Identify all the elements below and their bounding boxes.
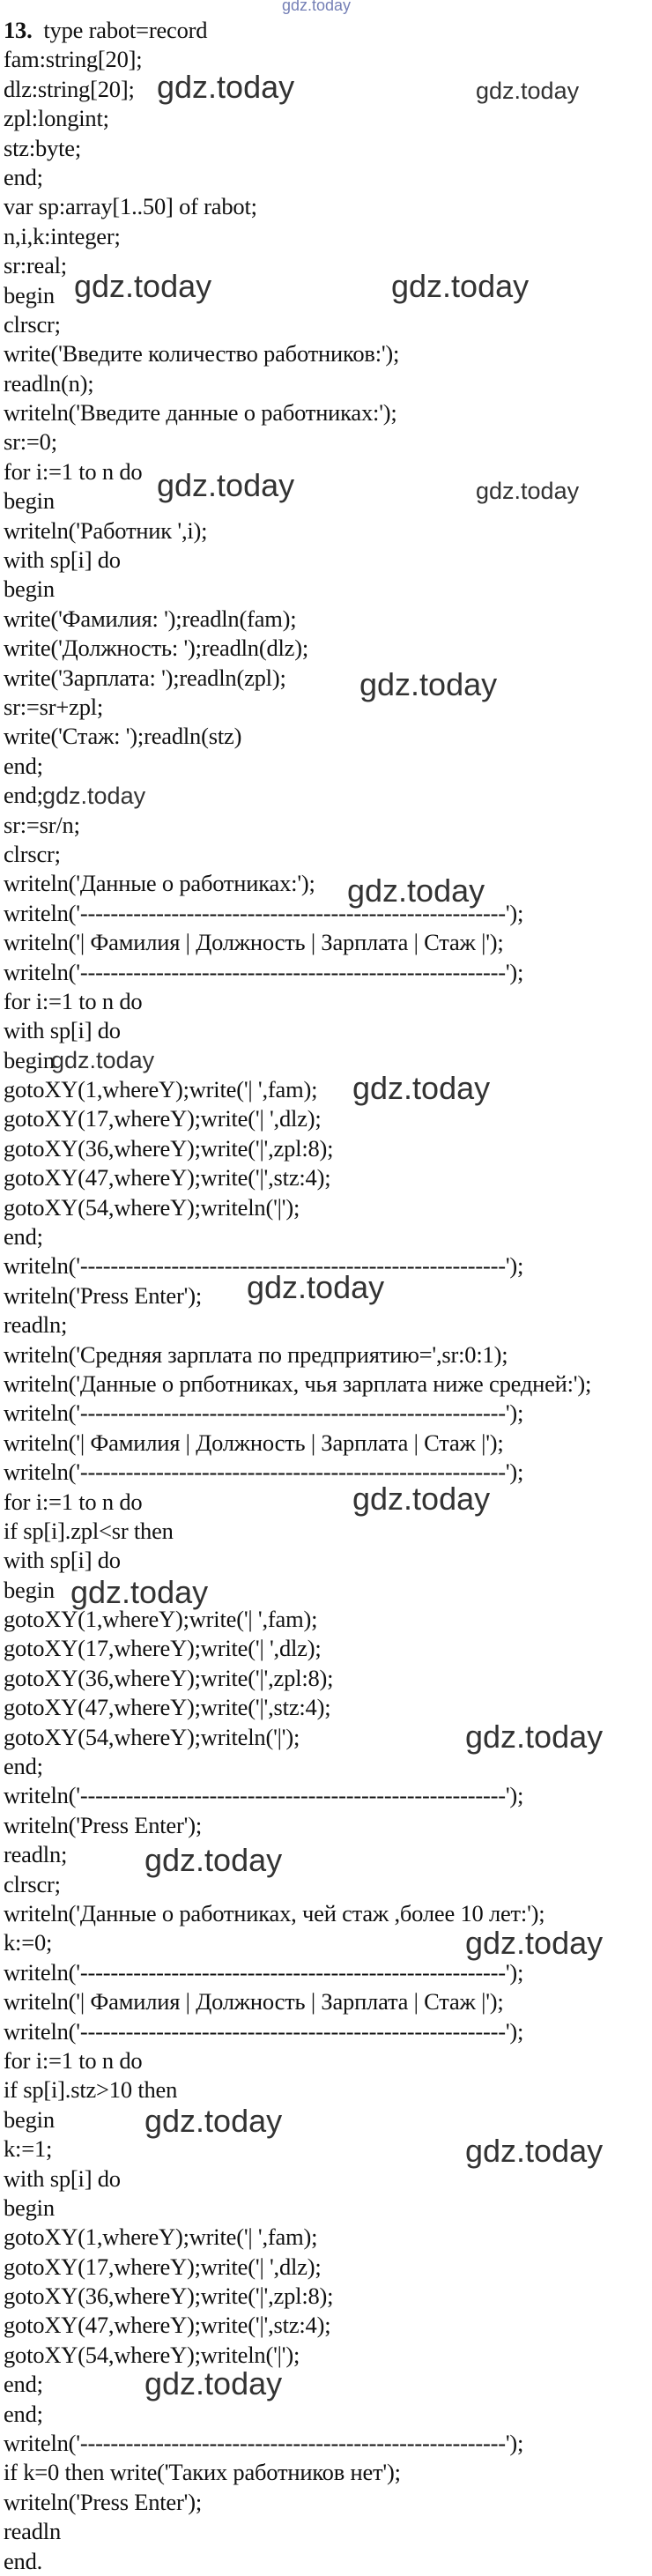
code-line: gotoXY(1,whereY);write('| ',fam); — [4, 1076, 318, 1103]
code-line: fam:string[20]; — [4, 46, 143, 73]
code-line: writeln('--------------------------------------------------------'); — [4, 1399, 524, 1427]
code-line: end. — [4, 2547, 43, 2574]
code-line: begin — [4, 575, 55, 603]
code-line: write('Введите количество работников:'); — [4, 340, 400, 367]
code-line: writeln('--------------------------------------------------------'); — [4, 2017, 524, 2045]
code-line: write('Должность: ');readln(dlz); — [4, 635, 309, 662]
code-line: with sp[i] do — [4, 1547, 121, 1574]
code-line: writeln('--------------------------------------------------------'); — [4, 1958, 524, 1986]
watermark: gdz.today — [352, 1481, 491, 1517]
code-line: readln — [4, 2518, 62, 2545]
code-line: readln; — [4, 1841, 68, 1868]
code-line: zpl:longint; — [4, 105, 109, 132]
code-line: writeln('Средняя зарплата по предприятию=',sr:0:1); — [4, 1340, 508, 1368]
watermark: gdz.today — [465, 2133, 604, 2169]
watermark: gdz.today — [465, 1719, 604, 1755]
code-line: writeln('| Фамилия | Должность | Зарплата | Стаж |'); — [4, 929, 504, 956]
code-line: readln(n); — [4, 369, 94, 397]
code-line: writeln('Работник ',i); — [4, 516, 208, 544]
code-line: writeln('Данные о работниках, чей стаж ,более 10 лет:'); — [4, 1900, 545, 1926]
code-line: writeln('--------------------------------------------------------'); — [4, 899, 524, 926]
watermark: gdz.today — [70, 1574, 209, 1610]
header-watermark: gdz.today — [282, 0, 352, 14]
code-line: if sp[i].zpl<sr then — [4, 1517, 174, 1544]
code-line: end; — [4, 1753, 43, 1780]
code-line: writeln('| Фамилия | Должность | Зарплата | Стаж |'); — [4, 1429, 504, 1456]
code-line: writeln('Press Enter'); — [4, 1811, 202, 1838]
code-line: for i:=1 to n do — [4, 1488, 143, 1515]
code-line: writeln('Данные о работниках:'); — [4, 870, 315, 897]
code-line: writeln('--------------------------------------------------------'); — [4, 2430, 524, 2457]
code-line: writeln('--------------------------------------------------------'); — [4, 1252, 524, 1280]
code-line: end; — [4, 752, 43, 779]
watermark: gdz.today — [157, 69, 295, 105]
code-line: readln; — [4, 1311, 68, 1339]
code-text: type rabot=record — [32, 17, 208, 43]
code-line: begin — [4, 2105, 55, 2133]
watermark: gdz.today — [247, 1269, 385, 1305]
code-line: gotoXY(17,whereY);write('| ',dlz); — [4, 1105, 322, 1132]
code-line: for i:=1 to n do — [4, 2046, 143, 2074]
code-line: sr:=sr/n; — [4, 811, 80, 838]
code-line: writeln('Press Enter'); — [4, 1281, 202, 1309]
code-line: write('Стаж: ');readln(stz) — [4, 723, 242, 750]
code-line: begin — [4, 487, 55, 515]
code-line: end; — [4, 2371, 43, 2398]
code-line: begin — [4, 1046, 55, 1073]
watermark: gdz.today — [51, 1047, 155, 1073]
code-line: writeln('--------------------------------------------------------'); — [4, 1459, 524, 1486]
watermark: gdz.today — [74, 268, 212, 304]
code-line: with sp[i] do — [4, 546, 121, 574]
code-line: writeln('Введите данные о работниках:'); — [4, 399, 397, 427]
code-line: clrscr; — [4, 840, 61, 867]
code-line: gotoXY(1,whereY);write('| ',fam); — [4, 2223, 318, 2251]
code-line: with sp[i] do — [4, 2164, 121, 2192]
code-line: k:=1; — [4, 2135, 53, 2163]
code-line: dlz:string[20]; — [4, 75, 135, 102]
watermark: gdz.today — [476, 78, 580, 104]
watermark: gdz.today — [465, 1925, 604, 1961]
code-line: end; — [4, 1223, 43, 1251]
code-line: writeln('--------------------------------------------------------'); — [4, 1782, 524, 1809]
problem-number: 13. — [4, 17, 33, 43]
code-line: gotoXY(17,whereY);write('| ',dlz); — [4, 2253, 322, 2280]
watermark: gdz.today — [144, 1842, 283, 1878]
code-line: sr:real; — [4, 252, 67, 279]
code-line: var sp:array[1..50] of rabot; — [4, 193, 257, 220]
code-line: gotoXY(36,whereY);write('|',zpl:8); — [4, 1134, 334, 1162]
watermark: gdz.today — [359, 666, 498, 702]
code-line: gotoXY(54,whereY);writeln('|'); — [4, 1723, 300, 1750]
code-line: gotoXY(47,whereY);write('|',stz:4); — [4, 1164, 331, 1191]
watermark: gdz.today — [352, 1070, 491, 1106]
code-line: end; — [4, 163, 43, 190]
code-line: writeln('Press Enter'); — [4, 2488, 202, 2515]
code-line: gotoXY(36,whereY);write('|',zpl:8); — [4, 2283, 334, 2310]
code-line: k:=0; — [4, 1929, 53, 1956]
code-line: sr:=sr+zpl; — [4, 693, 104, 720]
code-line: begin — [4, 1576, 55, 1603]
code-line: end; — [4, 2400, 43, 2427]
watermark: gdz.today — [391, 268, 530, 304]
code-line: gotoXY(47,whereY);write('|',stz:4); — [4, 2312, 331, 2339]
watermark: gdz.today — [144, 2365, 283, 2402]
code-line: if sp[i].stz>10 then — [4, 2076, 178, 2104]
watermark: gdz.today — [42, 783, 146, 809]
watermark: gdz.today — [347, 872, 485, 909]
code-line: writeln('--------------------------------------------------------'); — [4, 958, 524, 985]
code-line: gotoXY(1,whereY);write('| ',fam); — [4, 1606, 318, 1633]
watermark: gdz.today — [476, 478, 580, 504]
watermark: gdz.today — [157, 467, 295, 503]
code-line: for i:=1 to n do — [4, 457, 143, 485]
code-line: gotoXY(17,whereY);write('| ',dlz); — [4, 1635, 322, 1662]
code-line: begin — [4, 281, 55, 308]
code-line: write('Зарплата: ');readln(zpl); — [4, 664, 286, 691]
code-line: gotoXY(54,whereY);writeln('|'); — [4, 2341, 300, 2368]
code-line: with sp[i] do — [4, 1017, 121, 1044]
code-line: write('Фамилия: ');readln(fam); — [4, 605, 297, 632]
code-line: gotoXY(47,whereY);write('|',stz:4); — [4, 1694, 331, 1721]
code-line: writeln('Данные о рпботниках, чья зарплата ниже средней:'); — [4, 1370, 592, 1397]
code-line: gotoXY(54,whereY);writeln('|'); — [4, 1193, 300, 1221]
code-line: stz:byte; — [4, 134, 81, 161]
code-line: clrscr; — [4, 1870, 61, 1897]
code-line: n,i,k:integer; — [4, 222, 121, 249]
code-line: clrscr; — [4, 310, 61, 338]
code-line: if k=0 then write('Таких работников нет'); — [4, 2459, 401, 2486]
code-line — [4, 16, 647, 45]
code-line: gotoXY(36,whereY);write('|',zpl:8); — [4, 1664, 334, 1691]
code-line: for i:=1 to n do — [4, 987, 143, 1014]
code-line: begin — [4, 2194, 55, 2221]
code-line: sr:=0; — [4, 428, 57, 456]
watermark: gdz.today — [144, 2103, 283, 2139]
code-line: writeln('| Фамилия | Должность | Зарплата | Стаж |'); — [4, 1988, 504, 2016]
code-line: end; — [4, 782, 43, 809]
